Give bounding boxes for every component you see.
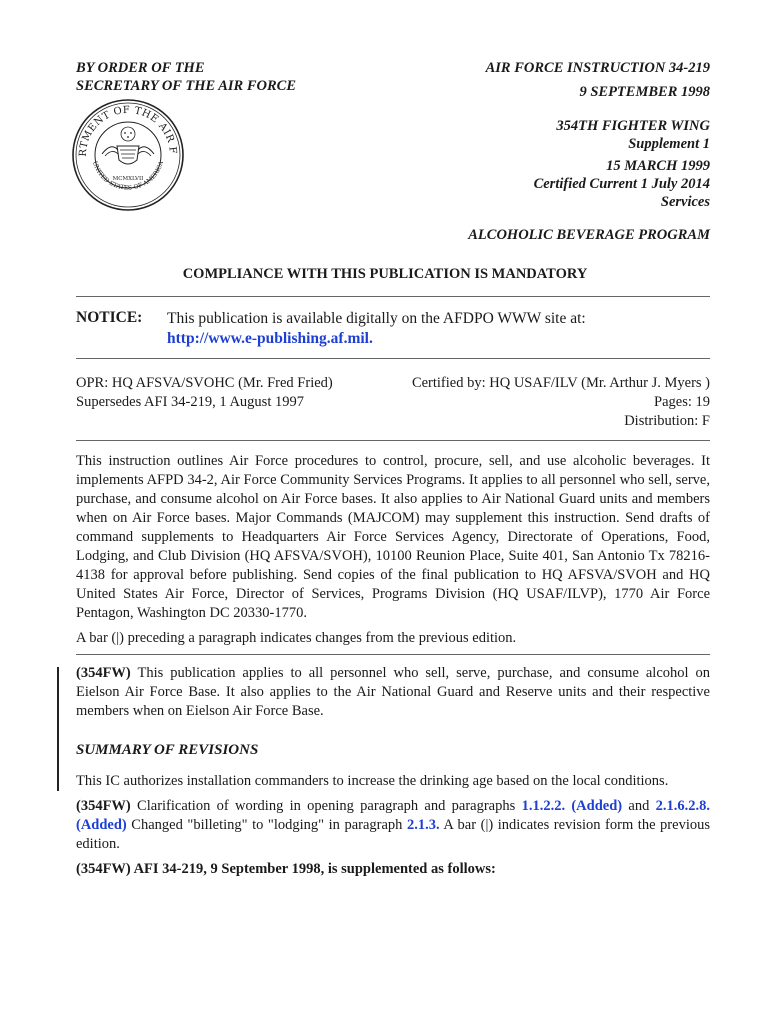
clarification-text-4: A bar (|) indicates revision form the previous edition. bbox=[76, 817, 710, 852]
instruction-date: 9 SEPTEMBER 1998 bbox=[579, 84, 710, 100]
certification-block bbox=[412, 374, 710, 431]
certified-by: Certified by: HQ USAF/ILV (Mr. Arthur J. Myers ) bbox=[411, 375, 710, 391]
svg-text:MCMXLVII: MCMXLVII bbox=[112, 176, 144, 182]
ic-line: This IC authorizes installation commanders to increase the drinking age based on the local conditions. bbox=[76, 773, 669, 789]
supplement-label: Supplement 1 bbox=[628, 136, 710, 152]
notice-label: NOTICE: bbox=[76, 309, 143, 326]
divider bbox=[76, 440, 710, 441]
fw-prefix: (354FW) bbox=[76, 665, 131, 681]
clarification-prefix: (354FW) bbox=[76, 798, 131, 814]
compliance-statement: COMPLIANCE WITH THIS PUBLICATION IS MANDATORY bbox=[182, 266, 588, 282]
divider bbox=[76, 358, 710, 359]
intro-text: This instruction outlines Air Force procedures to control, procure, sell, and use alcoholic beverages. It implements AFPD 34-2, Air Force Community Services Programs. It applies to all personnel who sell, serve, purchase, and consume alcohol on Air Force bases. It also applies to Air National Guard units and members when on Air Force bases. Major Commands (MAJCOM) may supplement this instruction. Send drafts of command supplements to Headquarters Air Force Services Agency, Directorate of Operations, Food, Lodging, and Club Division (HQ AFSVA/SVOH), 10100 Reunion Place, Suite 401, San Antonio Tx 78216-4138 for approval before publishing. Send copies of the final publication to HQ AFSVA/SVOH and HQ United States Air Force, Director of Services, Programs Division (HQ USAF/ILVP), 1770 Air Force Pentagon, Washington DC 20330-1770. bbox=[76, 453, 710, 621]
category: Services bbox=[660, 194, 710, 210]
instruction-number: AIR FORCE INSTRUCTION 34-219 bbox=[485, 60, 710, 76]
clarification-text-3: Changed "billeting" to "lodging" in paragraph bbox=[126, 817, 407, 833]
seal-icon bbox=[71, 98, 185, 212]
authority-line-1: BY ORDER OF THE bbox=[76, 60, 205, 76]
notice-text bbox=[167, 309, 586, 349]
link-2-1-3[interactable]: 2.1.3. bbox=[406, 817, 440, 833]
intro-paragraph bbox=[76, 452, 710, 648]
revisions-body bbox=[76, 772, 710, 879]
link-2-1-6-2-8[interactable]: 2.1.6.2.8. (Added) bbox=[76, 798, 710, 833]
wing-name: 354TH FIGHTER WING bbox=[556, 118, 710, 134]
program-title: ALCOHOLIC BEVERAGE PROGRAM bbox=[468, 227, 710, 243]
distribution: Distribution: F bbox=[624, 413, 710, 429]
fw-text: This publication applies to all personnel who sell, serve, purchase, and consume alcohol on Eielson Air Force Base. It also applies to the Air National Guard and Reserve units and their respective members when on Eielson Air Force Base. bbox=[76, 665, 710, 719]
e-publishing-link[interactable]: http://www.e-publishing.af.mil. bbox=[167, 330, 373, 347]
issuing-authority bbox=[76, 59, 296, 95]
clarification-paragraph bbox=[76, 797, 710, 854]
pages: Pages: 19 bbox=[654, 394, 710, 410]
air-force-seal bbox=[71, 98, 185, 212]
supersedes: Supersedes AFI 34-219, 1 August 1997 bbox=[76, 394, 304, 410]
opr: OPR: HQ AFSVA/SVOHC (Mr. Fred Fried) bbox=[76, 375, 333, 391]
link-1-1-2-2[interactable]: 1.1.2.2. (Added) bbox=[521, 798, 623, 814]
authority-line-2: SECRETARY OF THE AIR FORCE bbox=[76, 78, 296, 94]
svg-text:DEPARTMENT OF THE AIR FORCE: RTMENT OF THE AIR F bbox=[77, 104, 179, 157]
svg-text:UNITED STATES OF AMERICA: UNITED STATES OF AMERICA bbox=[90, 160, 166, 192]
divider bbox=[76, 654, 710, 655]
supplemented-statement: (354FW) AFI 34-219, 9 September 1998, is supplemented as follows: bbox=[76, 861, 496, 877]
fw-applicability-paragraph bbox=[76, 664, 710, 721]
clarification-text-1: Clarification of wording in opening paragraph and paragraphs bbox=[130, 798, 522, 814]
change-bar bbox=[57, 667, 59, 791]
clarification-text-2: and bbox=[622, 798, 656, 814]
bar-note: A bar (|) preceding a paragraph indicates changes from the previous edition. bbox=[76, 630, 517, 646]
publication-info bbox=[468, 59, 710, 244]
divider bbox=[76, 296, 710, 297]
summary-heading: SUMMARY OF REVISIONS bbox=[76, 742, 259, 758]
opr-block bbox=[76, 374, 333, 412]
certified-current: Certified Current 1 July 2014 bbox=[533, 176, 710, 192]
supplement-date: 15 MARCH 1999 bbox=[606, 158, 710, 174]
notice-statement: This publication is available digitally on the AFDPO WWW site at: bbox=[167, 310, 586, 327]
